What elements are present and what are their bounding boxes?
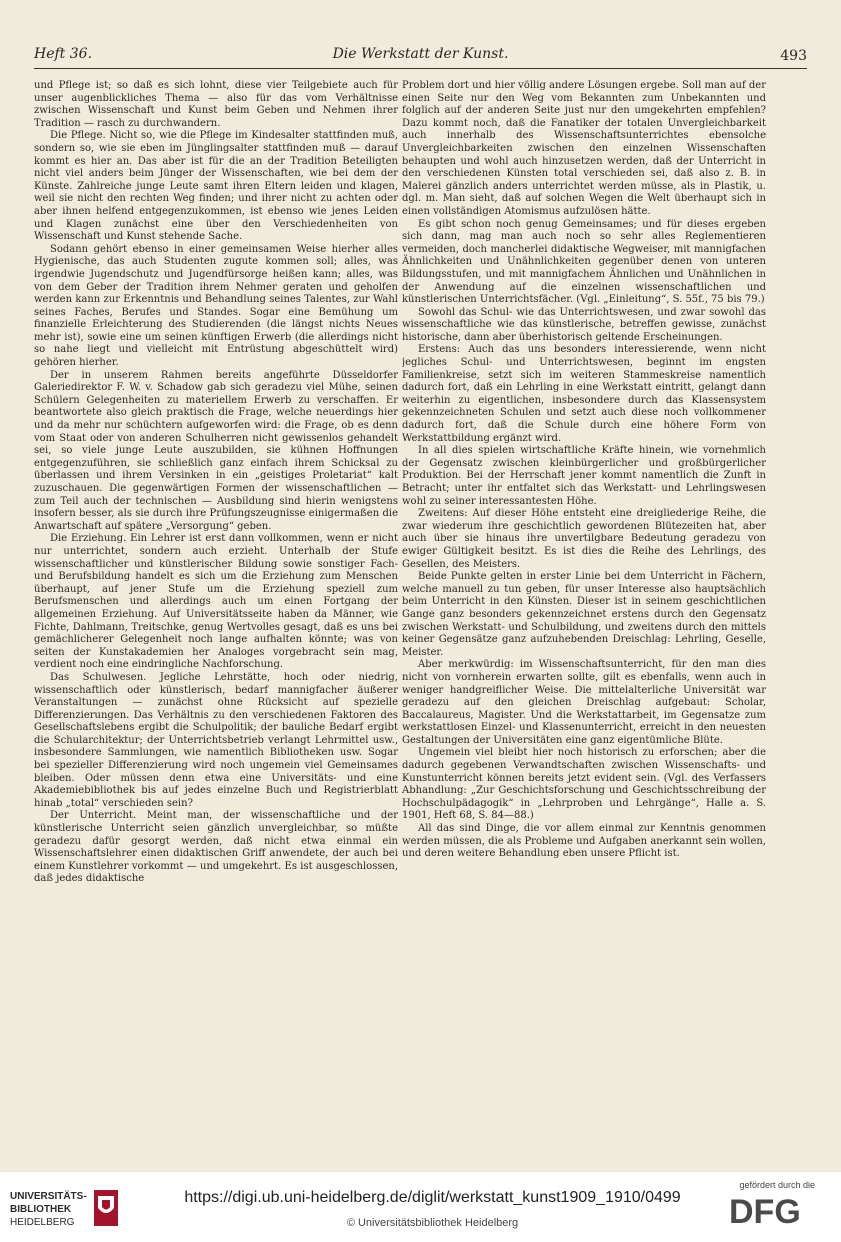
funder-caption: gefördert durch die — [739, 1180, 815, 1190]
paragraph: Die Pflege. Nicht so, wie die Pflege im Kindesalter stattfinden muß, sondern so, wie sie eben im Jünglingsalter stattfinden muß — darauf kommt es hier an. Das aber ist für die an der Tradition Beteiligten nicht viel anders beim Jünger der Wissenschaften, wie bei dem der Künste. Zahlreiche junge Leute samt ihren Eltern leiden und klagen, weil sie nicht den rechten Weg finden; und ihrer nicht zu achten oder aber ihnen helfend entgegenzukommen, ist ebenso wie jenes Leiden und Klagen zunächst eine über den Verschiedenheiten von Wissenschaft und Kunst stehende Sache. — [34, 130, 398, 243]
paragraph: Zweitens: Auf dieser Höhe entsteht eine dreigliederige Reihe, die zwar wiederum ihre geschichtlich gewordenen Blütezeiten hat, aber auch über sie hinaus ihre unvertilgbare Bedeutung geradezu von ewiger Gültigkeit besitzt. Es ist dies die Reihe des Lehrlings, des Gesellen, des Meisters. — [402, 508, 766, 570]
running-title: Die Werkstatt der Kunst. — [332, 46, 509, 62]
dfg-logo-text: DFG — [729, 1193, 801, 1228]
paragraph: Das Schulwesen. Jegliche Lehrstätte, hoch oder niedrig, wissenschaftlich oder künstlerisch, bedarf mannigfacher äußerer Veranstaltungen — zunächst ohne Rücksicht auf spezielle Differenzierungen. Das Verhältnis zu den verschiedenen Faktoren des Gesellschaftslebens ergibt die Schulpolitik; der bauliche Bedarf ergibt die Schularchitektur; der Unterrichtsbetrieb verlangt Lehrmittel usw., insbesondere Sammlungen, wie namentlich Bibliotheken usw. Sogar bei spezieller Differenzierung wird noch ungemein viel Gemeinsames bleiben. Oder müssen denn etwa eine Universitäts- und eine Akademiebibliothek bis auf jedes einzelne Buch und Registrierblatt hinab „total“ verschieden sein? — [34, 671, 398, 809]
header-rule — [34, 68, 807, 69]
page-number: 493 — [780, 48, 807, 64]
copyright-notice: © Universitätsbibliothek Heidelberg — [346, 1217, 519, 1229]
paragraph: und Pflege ist; so daß es sich lohnt, diese vier Teilgebiete auch für unser augenblickliches Thema — also für das vom Verhältnisse zwischen Wissenschaft und Kunst beim Geben und Nehmen ihrer Tradition — rasch zu durchwandern. — [34, 80, 398, 129]
library-name-line: BIBLIOTHEK — [10, 1204, 72, 1215]
library-name-line: HEIDELBERG — [10, 1217, 75, 1228]
paragraph: Erstens: Auch das uns besonders interessierende, wenn nicht jegliches Schul- und Unterrichtswesen, beginnt im engsten Familienkreise, setzt sich im weiteren Stammeskreise namentlich dadurch fort, daß ein Lehrling in eine Werkstatt eintritt, gelangt dann weiterhin zu eigentlichen, insbesondere durch das Klassensystem gekennzeichneten Schulen und setzt auch diese noch vollkommener dadurch fort, daß die Schule durch eine höhere Form von Werkstattbildung ergänzt wird. — [402, 344, 766, 444]
viewer-footer — [0, 1171, 841, 1242]
paragraph: In all dies spielen wirtschaftliche Kräfte hinein, wie vornehmlich der Gegensatz zwischen kleinbürgerlicher und großbürgerlicher Produktion. Bei der Herrschaft jener kommt namentlich die Zunft in Betracht; unter ihr entfaltet sich das Werkstatt- und Lehrlingswesen wohl zu seiner interessantesten Höhe. — [402, 445, 766, 507]
paragraph: Sodann gehört ebenso in einer gemeinsamen Weise hierher alles Hygienische, das auch Studenten zugute kommen soll; alles, was irgendwie Jugendschutz und Jugendfürsorge heißen kann; alles, was von dem Geber der Tradition ihrem Nehmer geraten und geholfen werden kann zur Erkenntnis und Behandlung seines Talentes, zur Wahl seines Faches, Berufes und Standes. Sogar eine Bemühung um finanzielle Erleichterung des Studierenden (die längst nichts Neues mehr ist), sowie eine um seinen künftigen Erwerb (die allerdings nicht so nahe liegt und vielleicht mit Entrüstung abgeschüttelt wird) gehören hierher. — [34, 243, 398, 369]
right-column — [402, 80, 766, 1140]
dfg-logo[interactable] — [729, 1192, 817, 1228]
paragraph: Die Erziehung. Ein Lehrer ist erst dann vollkommen, wenn er nicht nur unterrichtet, sondern auch erzieht. Unterhalb der Stufe wissenschaftlicher und künstlerischer Bildung sowie sonstiger Fach- und Berufsbildung handelt es sich um die Erziehung zum Menschen überhaupt, auf jener Stufe um die Erziehung speziell zum Berufsmenschen und allerdings auch um einen Fortgang der allgemeinen Erziehung. Auf Universitätsseite haben da Männer, wie Fichte, Dahlmann, Treitschke, genug Wertvolles gesagt, daß es uns bei gemächlicherer Gelegenheit noch lange aufhalten könnte; was von seiten der Kunstakademien her Analoges vorgebracht sein mag, verdient noch eine eindringliche Nachforschung. — [34, 533, 398, 671]
paragraph: Der in unserem Rahmen bereits angeführte Düsseldorfer Galeriedirektor F. W. v. Schadow gab sich geradezu viel Mühe, seinen Schülern Gelegenheiten zu materiellem Erwerb zu verschaffen. Er beantwortete also gleich praktisch die Frage, welche neuerdings hier und da mehr nur schüchtern aufgeworfen wird: die Frage, ob es denn vom Staat oder von anderen Schulherren nicht gewissenlos gehandelt sei, so viele junge Leute auszubilden, sie kühnen Hoffnungen entgegenzuführen, sie schließlich ganz einfach ihrem Schicksal zu überlassen und ihrem Versinken in ein „geistiges Proletariat“ kalt zuzuschauen. Die gegenwärtigen Formen der wissenschaftlichen — zum Teil auch der technischen — Ausbildung sind hierin wenigstens insofern besser, als sie durch ihre Prüfungszeugnisse einigermaßen die Anwartschaft auf spätere „Versorgung“ geben. — [34, 369, 398, 532]
library-logo[interactable] — [10, 1184, 170, 1230]
paragraph: Beide Punkte gelten in erster Linie bei dem Unterricht in Fächern, welche manuell zu tun geben, für unser Interesse also hauptsächlich beim Unterricht in den Künsten. Dieser ist in seinem geschichtlichen Gange ganz besonders gekennzeichnet erstens durch den Gegensatz zwischen Werkstatt- und Schulbildung, und zweitens durch den mittels keiner Gegensätze ganz aufzuhebenden Dreischlag: Lehrling, Geselle, Meister. — [402, 571, 766, 658]
running-header — [34, 42, 807, 68]
paragraph: Es gibt schon noch genug Gemeinsames; und für dieses ergeben sich dann, mag man auch noch so sehr alles Reglementieren vermeiden, doch mancherlei didaktische Wegweiser, mit mannigfachen Ähnlichkeiten und Unähnlichkeiten gegenüber denen von unteren Bildungsstufen, und mit mannigfachem Ähnlichen und Unähnlichen in der Anwendung auf die einzelnen wissenschaftlichen und künstlerischen Unterrichtsfächer. (Vgl. „Einleitung“, S. 55f., 75 bis 79.) — [402, 218, 766, 306]
left-column — [34, 80, 398, 1140]
library-name — [10, 1190, 87, 1229]
paragraph: Problem dort und hier völlig andere Lösungen ergebe. Soll man auf der einen Seite nur den Weg vom Bekannten zum Unbekannten und folglich auf der anderen Seite just nur den umgekehrten empfehlen? Dazu kommt noch, daß die Fanatiker der totalen Unvergleichbarkeit auch innerhalb des Wissenschaftsunterrichtes ebensolche Unvergleichbarkeiten zwischen den einzelnen Wissenschaften behaupten und wohl auch hinzusetzen werden, daß der Unterricht in den verschiedenen Künsten total verschieden sei, daß also z. B. in Malerei gänzlich anders unterrichtet werden müsse, als in Plastik, u. dgl. m. Man sieht, daß auf solchen Wegen die Welt überhaupt sich in einen vollständigen Atomismus aufzulösen hätte. — [402, 80, 766, 217]
paragraph: Der Unterricht. Meint man, der wissenschaftliche und der künstlerische Unterricht seien gänzlich unvergleichbar, so müßte geradezu dafür gesorgt werden, daß nicht etwa einmal ein Wissenschaftslehrer einen didaktischen Griff anwendete, der auch bei einem Kunstlehrer vorkommt — und umgekehrt. Es ist ausgeschlossen, daß jedes didaktische — [34, 810, 398, 885]
paragraph: Sowohl das Schul- wie das Unterrichtswesen, und zwar sowohl das wissenschaftliche wie das künstlerische, betreffen gewisse, zunächst historische, dann aber überhistorisch geltende Erscheinungen. — [402, 306, 766, 343]
library-name-line: UNIVERSITÄTS- — [10, 1191, 87, 1202]
paragraph: Ungemein viel bleibt hier noch historisch zu erforschen; aber die dadurch gegebenen Verwandtschaften zwischen Wissenschafts- und Kunstunterricht können bereits jetzt evident sein. (Vgl. des Verfassers Abhandlung: „Zur Geschichtsforschung und Geschichtsschreibung der Hochschulpädagogik“ in „Lehrproben und Lehrgänge“, Halle a. S. 1901, Heft 68, S. 84—88.) — [402, 747, 766, 822]
paragraph: All das sind Dinge, die vor allem einmal zur Kenntnis genommen werden müssen, die als Probleme und Aufgaben anerkannt sein wollen, und deren weitere Behandlung eben unsere Pflicht ist. — [402, 823, 766, 860]
university-seal-icon — [92, 1188, 120, 1228]
paragraph: Aber merkwürdig: im Wissenschaftsunterricht, für den man dies nicht von vornherein erwarten sollte, gilt es ebenfalls, wenn auch in weniger handgreiflicher Weise. Die mittelalterliche Universität war geradezu auf den gleichen Dreischlag aufgebaut: Scholar, Baccalaureus, Magister. Und die Werkstattarbeit, im Gegensatze zum werkstattlosen Einzel- und Klassenunterricht, erreicht in den neuesten Gestaltungen der Universitäten eine ganz eigentümliche Blüte. — [402, 659, 766, 746]
permalink-url[interactable]: https://digi.ub.uni-heidelberg.de/diglit/werkstatt_kunst1909_1910/0499 — [184, 1189, 681, 1206]
issue-label: Heft 36. — [34, 46, 93, 62]
